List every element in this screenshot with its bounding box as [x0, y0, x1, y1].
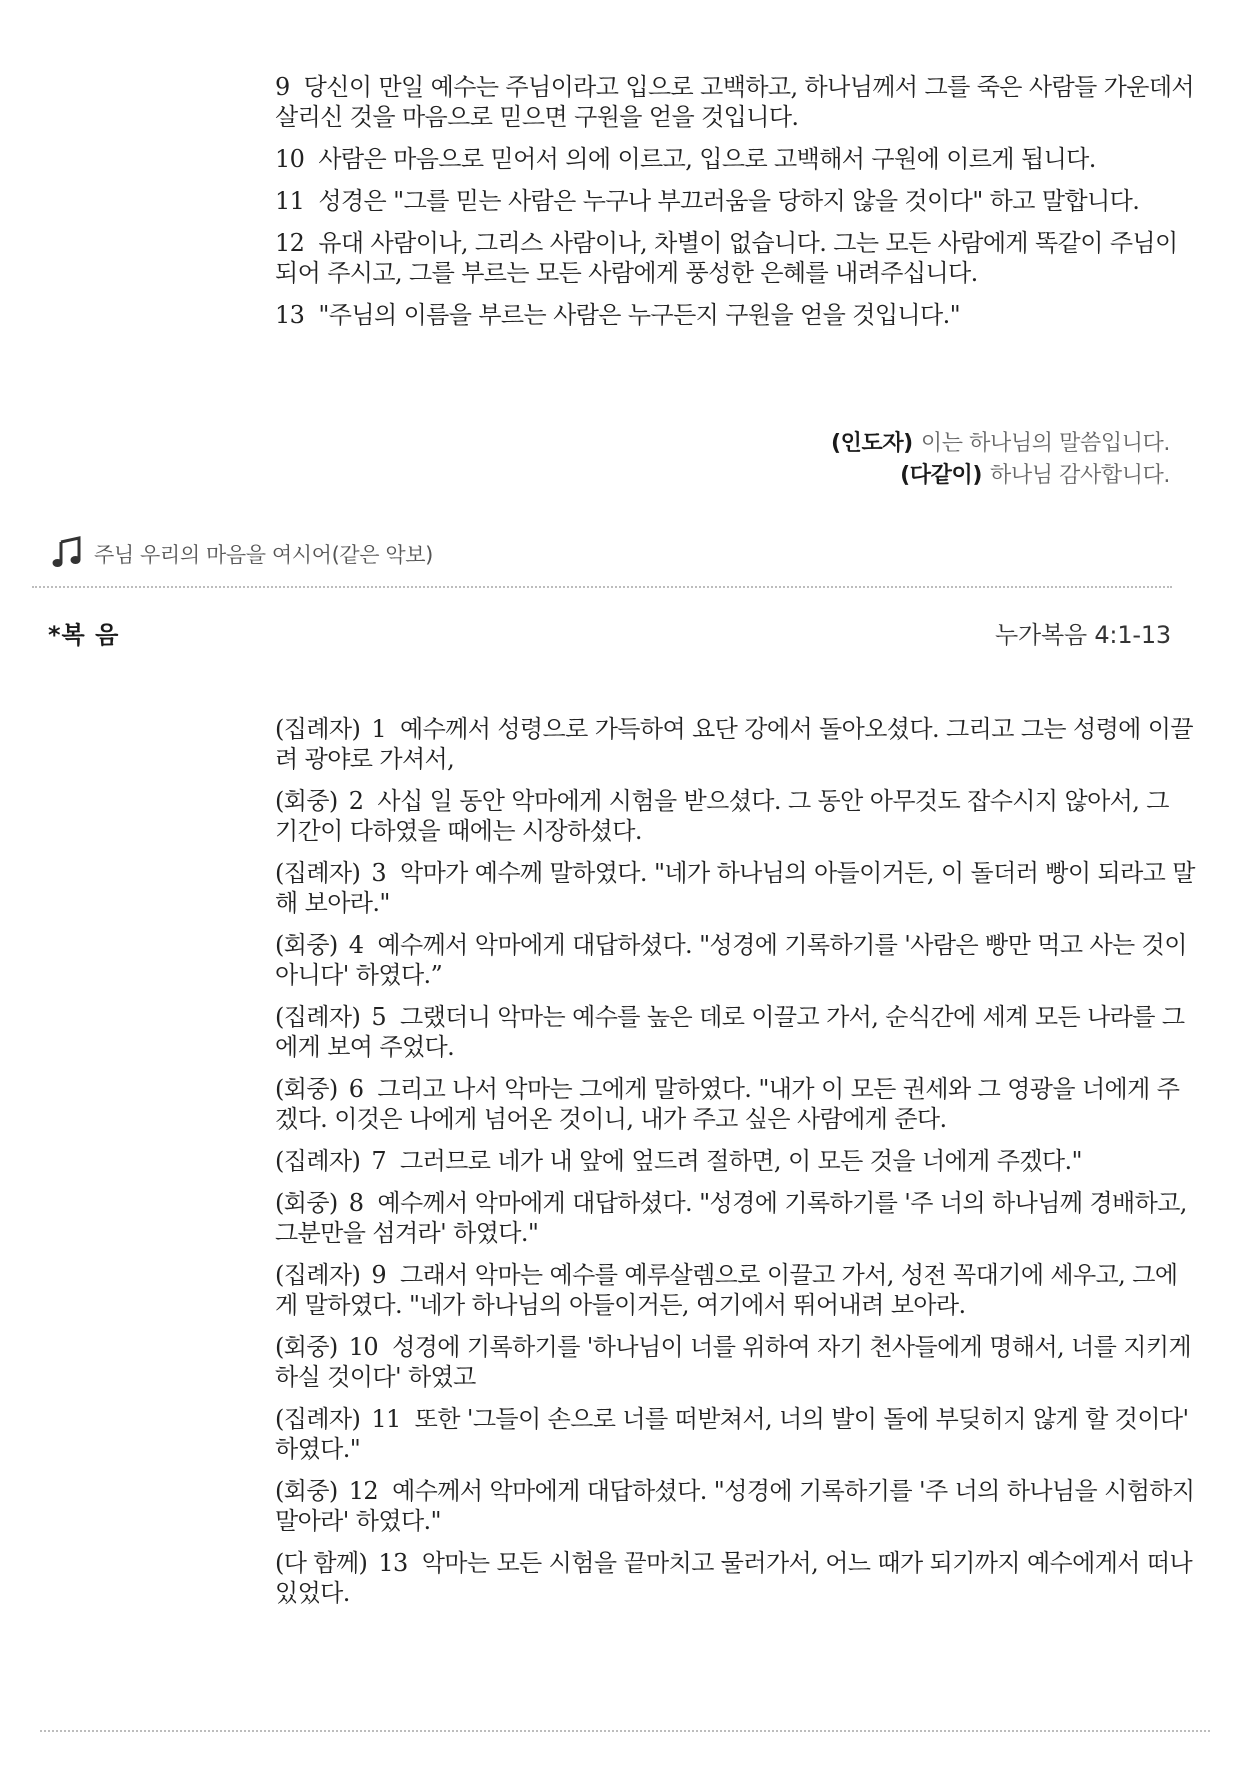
verse-number: 1	[371, 715, 386, 743]
section-title: *복 음	[48, 621, 120, 649]
verse-number: 4	[348, 931, 364, 959]
verse-number: 5	[371, 1003, 386, 1031]
verse-role: (집례자)	[275, 1405, 361, 1433]
verse	[275, 1332, 1195, 1392]
verse-role: (집례자)	[275, 1003, 361, 1031]
verse-text: 유대 사람이나, 그리스 사람이나, 차별이 없습니다. 그는 모든 사람에게 똑같이 주님이 되어 주시고, 그를 부르는 모든 사람에게 풍성한 은혜를 내려주십니다.	[275, 229, 1178, 287]
verse	[275, 228, 1195, 288]
verse-role: (다 함께)	[275, 1549, 368, 1577]
music-note-icon	[52, 536, 94, 573]
verse	[275, 1188, 1195, 1248]
verse-text: 악마가 예수께 말하였다. "네가 하나님의 아들이거든, 이 돌더러 빵이 되라고 말해 보아라."	[275, 859, 1195, 917]
verse-text: 악마는 모든 시험을 끝마치고 물러가서, 어느 때가 되기까지 예수에게서 떠나 있었다.	[275, 1549, 1193, 1607]
verse-text: 그랬더니 악마는 예수를 높은 데로 이끌고 가서, 순식간에 세계 모든 나라를 그에게 보여 주었다.	[275, 1003, 1185, 1061]
verse-text: 예수께서 악마에게 대답하셨다. "성경에 기록하기를 '주 너의 하나님께 경배하고, 그분만을 섬겨라' 하였다."	[275, 1189, 1187, 1247]
verse	[275, 1146, 1195, 1176]
verse	[275, 1404, 1195, 1464]
response-text: 이는 하나님의 말씀입니다.	[920, 431, 1170, 456]
verse-text: 또한 '그들이 손으로 너를 떠받쳐서, 너의 발이 돌에 부딪히지 않게 할 것이다' 하였다."	[275, 1405, 1189, 1463]
verse-text: 예수께서 악마에게 대답하셨다. "성경에 기록하기를 '사람은 빵만 먹고 사는 것이 아니다' 하였다.”	[275, 931, 1187, 989]
verse-number: 11	[371, 1405, 401, 1433]
verse-number: 11	[275, 187, 305, 215]
top-passage	[275, 72, 1195, 342]
verse-role: (회중)	[275, 1333, 338, 1361]
verse	[275, 1260, 1195, 1320]
verse-role: (회중)	[275, 931, 338, 959]
verse-role: (회중)	[275, 1075, 338, 1103]
verse-number: 13	[275, 301, 305, 329]
response-text: 하나님 감사합니다.	[989, 463, 1170, 488]
verse	[275, 858, 1195, 918]
song-title: 주님 우리의 마음을 여시어(같은 악보)	[94, 543, 433, 567]
verse-number: 8	[348, 1189, 364, 1217]
verse-number: 12	[348, 1477, 379, 1505]
verse	[275, 1476, 1195, 1536]
verse-text: 사람은 마음으로 믿어서 의에 이르고, 입으로 고백해서 구원에 이르게 됩니다.	[318, 145, 1096, 173]
verse-role: (회중)	[275, 1189, 338, 1217]
verse-number: 13	[378, 1549, 408, 1577]
verse-number: 3	[371, 859, 386, 887]
verse-number: 2	[348, 787, 364, 815]
verse-number: 9	[371, 1261, 386, 1289]
divider	[32, 586, 1172, 588]
verse	[275, 1074, 1195, 1134]
response-line	[700, 460, 1170, 492]
verse	[275, 72, 1195, 132]
verse	[275, 300, 1195, 330]
verse-role: (집례자)	[275, 715, 361, 743]
response-role: (인도자)	[830, 431, 913, 456]
gospel-passage	[275, 714, 1195, 1620]
verse-role: (회중)	[275, 787, 338, 815]
verse-text: 그러므로 네가 내 앞에 엎드려 절하면, 이 모든 것을 너에게 주겠다."	[399, 1147, 1082, 1175]
response-role: (다같이)	[900, 463, 982, 488]
verse-role: (회중)	[275, 1477, 338, 1505]
response-line	[700, 428, 1170, 460]
song-line	[52, 536, 433, 572]
verse	[275, 186, 1195, 216]
verse	[275, 714, 1195, 774]
verse	[275, 786, 1195, 846]
verse-text: 성경에 기록하기를 '하나님이 너를 위하여 자기 천사들에게 명해서, 너를 지키게 하실 것이다' 하였고	[275, 1333, 1192, 1391]
verse-role: (집례자)	[275, 1147, 361, 1175]
verse-text: 예수께서 성령으로 가득하여 요단 강에서 돌아오셨다. 그리고 그는 성령에 이끌려 광야로 가셔서,	[275, 715, 1193, 773]
verse-number: 10	[348, 1333, 379, 1361]
verse-number: 12	[275, 229, 305, 257]
verse-number: 10	[275, 145, 305, 173]
verse	[275, 930, 1195, 990]
verse-text: 그리고 나서 악마는 그에게 말하였다. "내가 이 모든 권세와 그 영광을 너에게 주겠다. 이것은 나에게 넘어온 것이니, 내가 주고 싶은 사람에게 준다.	[275, 1075, 1180, 1133]
verse-role: (집례자)	[275, 1261, 361, 1289]
verse-text: 그래서 악마는 예수를 예루살렘으로 이끌고 가서, 성전 꼭대기에 세우고, 그에게 말하였다. "네가 하나님의 아들이거든, 여기에서 뛰어내려 보아라.	[275, 1261, 1178, 1319]
verse	[275, 144, 1195, 174]
verse	[275, 1548, 1195, 1608]
verse-text: 성경은 "그를 믿는 사람은 누구나 부끄러움을 당하지 않을 것이다" 하고 말합니다.	[318, 187, 1140, 215]
scripture-reference: 누가복음 4:1-13	[995, 621, 1171, 649]
response-block	[700, 428, 1170, 492]
verse-text: 사십 일 동안 악마에게 시험을 받으셨다. 그 동안 아무것도 잡수시지 않아서, 그 기간이 다하였을 때에는 시장하셨다.	[275, 787, 1169, 845]
verse-role: (집례자)	[275, 859, 361, 887]
verse-number: 9	[275, 73, 290, 101]
divider	[40, 1730, 1210, 1732]
verse	[275, 1002, 1195, 1062]
verse-number: 6	[348, 1075, 364, 1103]
verse-number: 7	[371, 1147, 386, 1175]
verse-text: 예수께서 악마에게 대답하셨다. "성경에 기록하기를 '주 너의 하나님을 시험하지 말아라' 하였다."	[275, 1477, 1195, 1535]
verse-text: 당신이 만일 예수는 주님이라고 입으로 고백하고, 하나님께서 그를 죽은 사람들 가운데서 살리신 것을 마음으로 믿으면 구원을 얻을 것입니다.	[275, 73, 1195, 131]
verse-text: "주님의 이름을 부르는 사람은 누구든지 구원을 얻을 것입니다."	[318, 301, 961, 329]
